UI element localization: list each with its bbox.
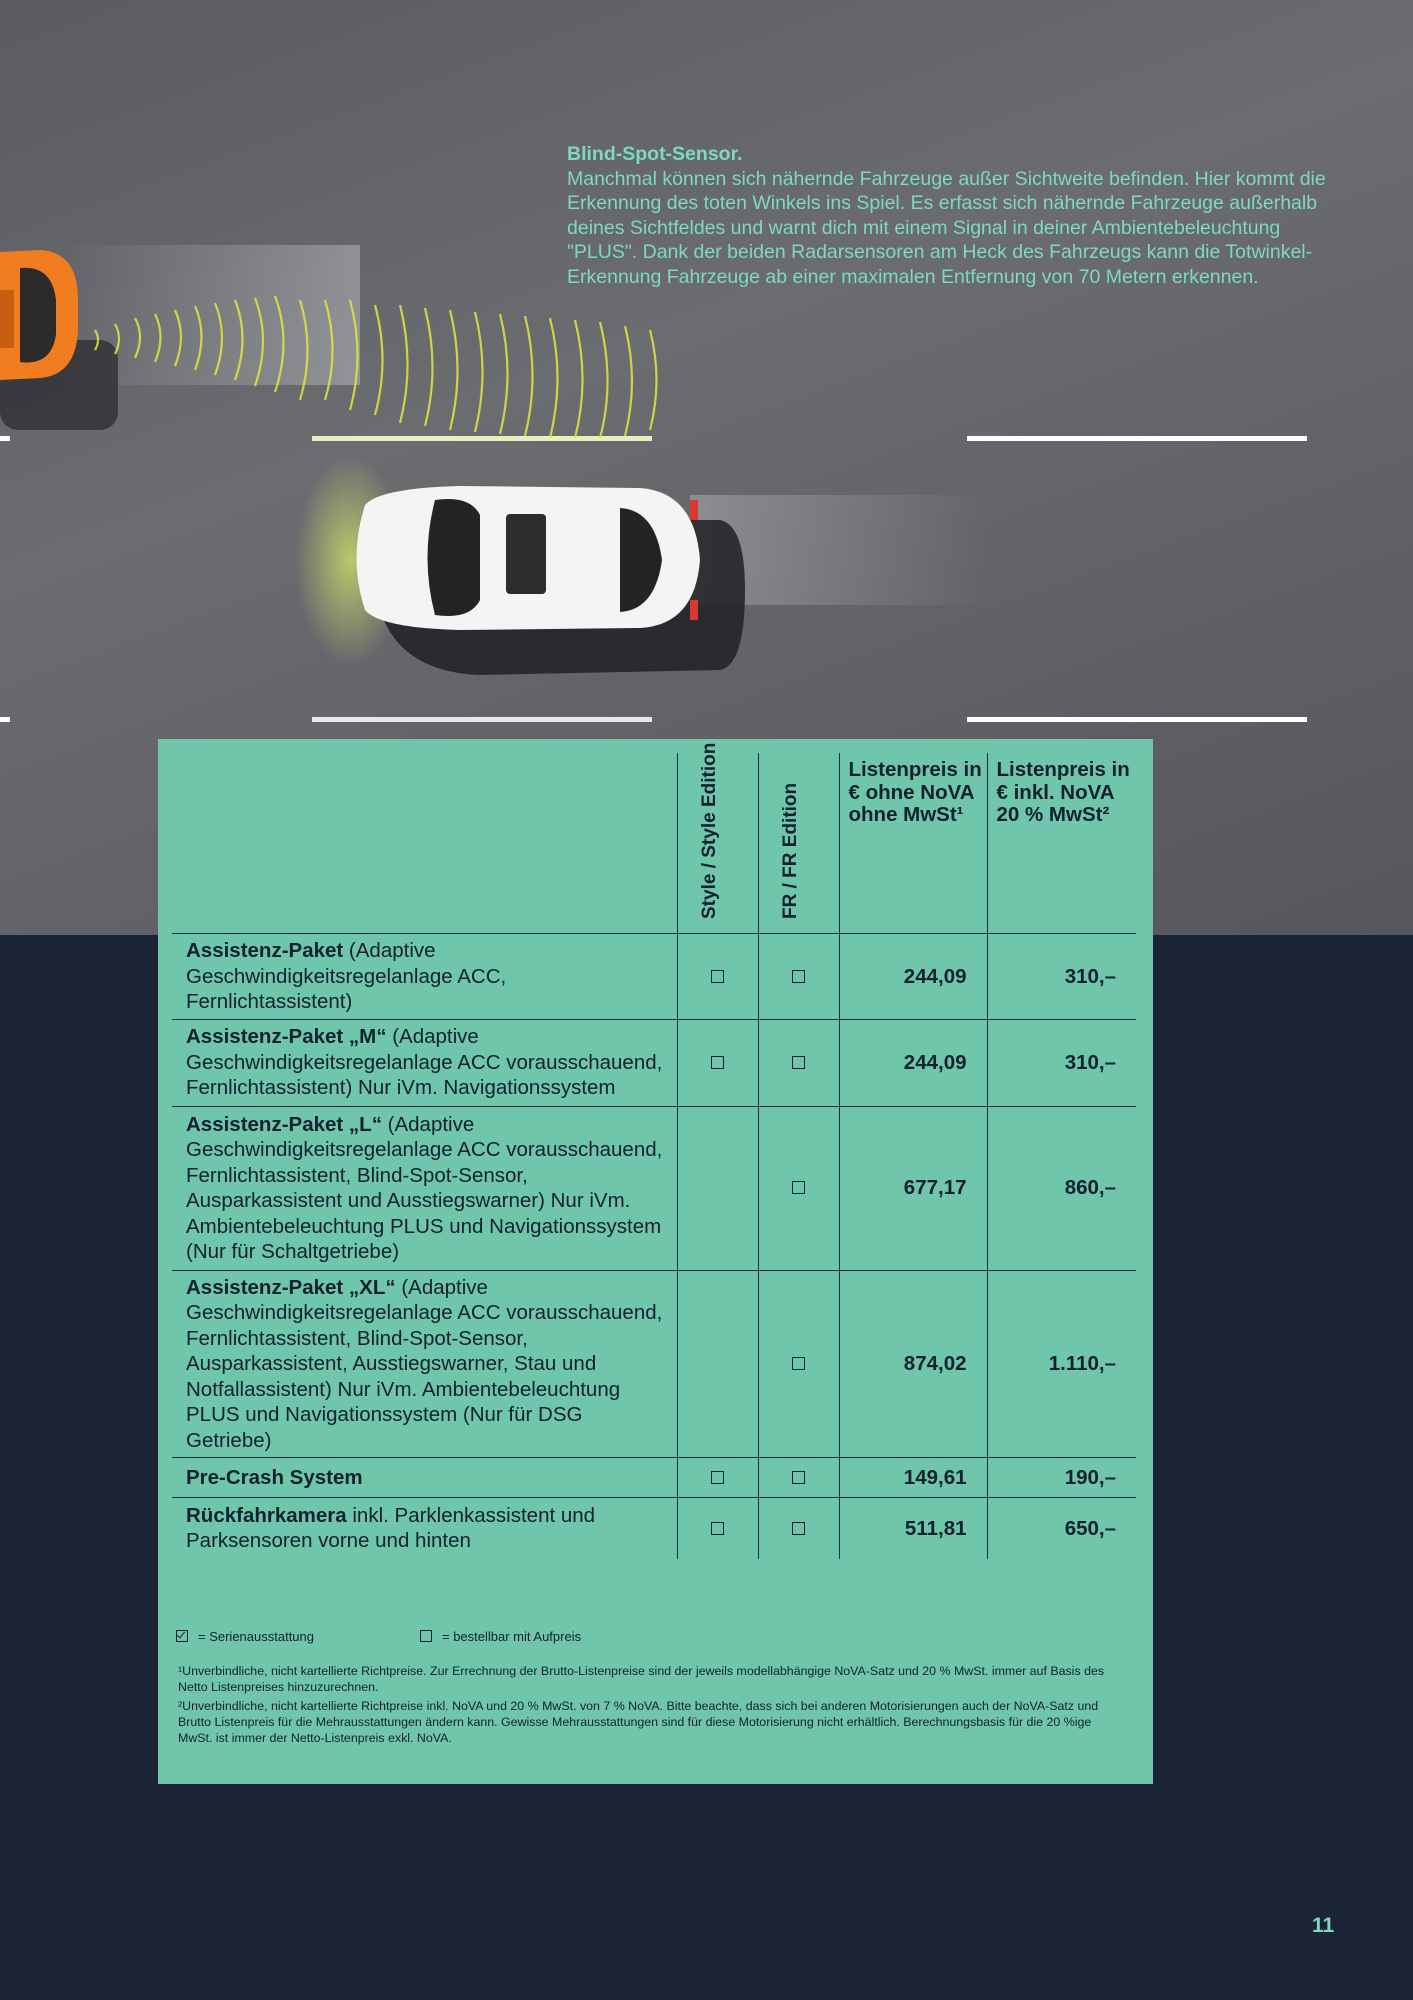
white-car (357, 486, 701, 630)
fr-optional-mark (758, 1458, 839, 1498)
orange-car (0, 250, 78, 380)
row-detail: inkl. Parklenkassistent und Parksensoren vorne und hinten (186, 1503, 596, 1553)
row-description (172, 1019, 677, 1106)
table-row (172, 1458, 1136, 1498)
legend-optional (420, 1629, 581, 1644)
price-gross: 860,– (987, 1106, 1136, 1270)
checkbox-icon (711, 1471, 724, 1484)
header-style (677, 742, 758, 934)
checkbox-icon (711, 1522, 724, 1535)
price-panel (158, 739, 1153, 1784)
table-row (172, 1019, 1136, 1106)
price-gross: 1.110,– (987, 1270, 1136, 1458)
row-description (172, 1458, 677, 1498)
price-gross: 650,– (987, 1498, 1136, 1559)
lane-marking (0, 717, 10, 722)
style-empty-mark (677, 1270, 758, 1458)
header-fr-label: FR / FR Edition (779, 782, 801, 919)
price-gross: 310,– (987, 934, 1136, 1020)
style-optional-mark (677, 1498, 758, 1559)
checkbox-icon (711, 1056, 724, 1069)
price-gross: 190,– (987, 1458, 1136, 1498)
checkbox-icon (792, 1181, 805, 1194)
row-detail: (Adaptive Geschwindigkeitsregelanlage ACC vorausschauend, Fernlichtassistent) Nur iVm. Navigationssystem (186, 1025, 663, 1100)
checkbox-icon (711, 970, 724, 983)
row-name: Assistenz-Paket (186, 939, 344, 962)
checkbox-icon (792, 1056, 805, 1069)
checkbox-icon (792, 1522, 805, 1535)
row-description (172, 1498, 677, 1559)
fr-optional-mark (758, 1106, 839, 1270)
row-name: Assistenz-Paket „XL“ (186, 1275, 396, 1299)
row-description (172, 934, 677, 1020)
row-detail: (Adaptive Geschwindigkeitsregelanlage ACC vorausschauend, Fernlichtassistent, Blind-Spot-Sensor, Ausparkassistent und Ausstiegswarner) Nur iVm. Ambientebeleuchtung PLUS und Navigationssystem (Nur für Schaltgetriebe) (186, 1112, 663, 1263)
style-empty-mark (677, 1106, 758, 1270)
table-row (172, 934, 1136, 1020)
price-net: 244,09 (839, 934, 987, 1020)
intro-body: Manchmal können sich nähernde Fahrzeuge außer Sichtweite befinden. Hier kommt die Erkennung des toten Winkels ins Spiel. Es erfasst sich nähernde Fahrzeuge außerhalb deines Sichtfeldes und warnt dich mit einem Signal in deiner Ambientebeleuchtung "PLUS". Dank der beiden Radarsensoren am Heck des Fahrzeugs kann die Totwinkel-Erkennung Fahrzeuge ab einer maximalen Entfernung von 70 Metern erkennen. (567, 167, 1326, 288)
row-name: Assistenz-Paket „L“ (186, 1112, 382, 1136)
lane-marking (967, 717, 1307, 722)
table-header-row (172, 753, 1136, 934)
checkbox-icon (792, 1471, 805, 1484)
lane-marking (0, 436, 10, 441)
price-net: 149,61 (839, 1458, 987, 1498)
footnotes (178, 1663, 1118, 1748)
row-description (172, 1106, 677, 1270)
table-row (172, 1106, 1136, 1270)
row-name: Assistenz-Paket „M“ (186, 1025, 387, 1049)
fr-optional-mark (758, 1498, 839, 1559)
lane-marking (967, 436, 1307, 441)
row-description (172, 1270, 677, 1458)
intro-title: Blind-Spot-Sensor. (567, 143, 743, 165)
table-row (172, 1498, 1136, 1559)
checkbox-icon (420, 1630, 432, 1642)
footnote-2: ²Unverbindliche, nicht kartellierte Richtpreise inkl. NoVA und 20 % MwSt. von 7 % NoVA. Bitte beachte, dass sich bei anderen Motorisierungen auch der NoVA-Satz und Brutto Listenpreis für die Mehrausstattungen ändern kann. Gewisse Mehrausstattungen sind für diese Motorisierung nicht erhältlich. Berechnungsbasis für die 20 %ige MwSt. ist immer der Netto-Listenpreis exkl. NoVA. (178, 1698, 1099, 1746)
fr-optional-mark (758, 1019, 839, 1106)
header-price-gross: Listenpreis in € inkl. NoVA 20 % MwSt² (987, 753, 1136, 934)
price-net: 874,02 (839, 1270, 987, 1458)
legend-standard (176, 1629, 314, 1644)
row-detail: (Adaptive Geschwindigkeitsregelanlage ACC vorausschauend, Fernlichtassistent, Blind-Spot-Sensor, Ausparkassistent, Ausstiegswarner, Stau und Notfallassistent) Nur iVm. Ambientebeleuchtung PLUS und Navigationssystem (Nur für DSG Getriebe) (186, 1275, 663, 1452)
row-name: Pre-Crash System (186, 1465, 363, 1489)
fr-optional-mark (758, 934, 839, 1020)
price-net: 244,09 (839, 1019, 987, 1106)
checked-box-icon (176, 1630, 188, 1642)
package-price-table (172, 742, 1136, 1559)
style-optional-mark (677, 1019, 758, 1106)
lane-marking (312, 717, 652, 722)
legend-optional-label: = bestellbar mit Aufpreis (442, 1629, 582, 1644)
checkbox-icon (792, 1357, 805, 1370)
header-price-net: Listenpreis in € ohne NoVA ohne MwSt¹ (839, 753, 987, 934)
table-row (172, 1270, 1136, 1458)
header-fr (758, 753, 839, 934)
legend-standard-label: = Serienausstattung (198, 1629, 314, 1644)
header-empty (172, 753, 677, 934)
header-style-label: Style / Style Edition (698, 742, 720, 919)
row-detail: (Adaptive Geschwindigkeitsregelanlage ACC, Fernlichtassistent) (186, 939, 507, 1013)
page-number: 11 (1312, 1914, 1335, 1937)
price-gross: 310,– (987, 1019, 1136, 1106)
row-name: Rückfahrkamera (186, 1503, 347, 1527)
checkbox-icon (792, 970, 805, 983)
intro-text-block (567, 142, 1327, 289)
style-optional-mark (677, 1458, 758, 1498)
price-net: 511,81 (839, 1498, 987, 1559)
fr-optional-mark (758, 1270, 839, 1458)
price-net: 677,17 (839, 1106, 987, 1270)
footnote-1: ¹Unverbindliche, nicht kartellierte Richtpreise. Zur Errechnung der Brutto-Listenpreise sind der jeweils modellabhängige NoVA-Satz und 20 % MwSt. immer auf Basis des Netto Listenpreises hinzuzurechnen. (178, 1664, 1105, 1695)
style-optional-mark (677, 934, 758, 1020)
